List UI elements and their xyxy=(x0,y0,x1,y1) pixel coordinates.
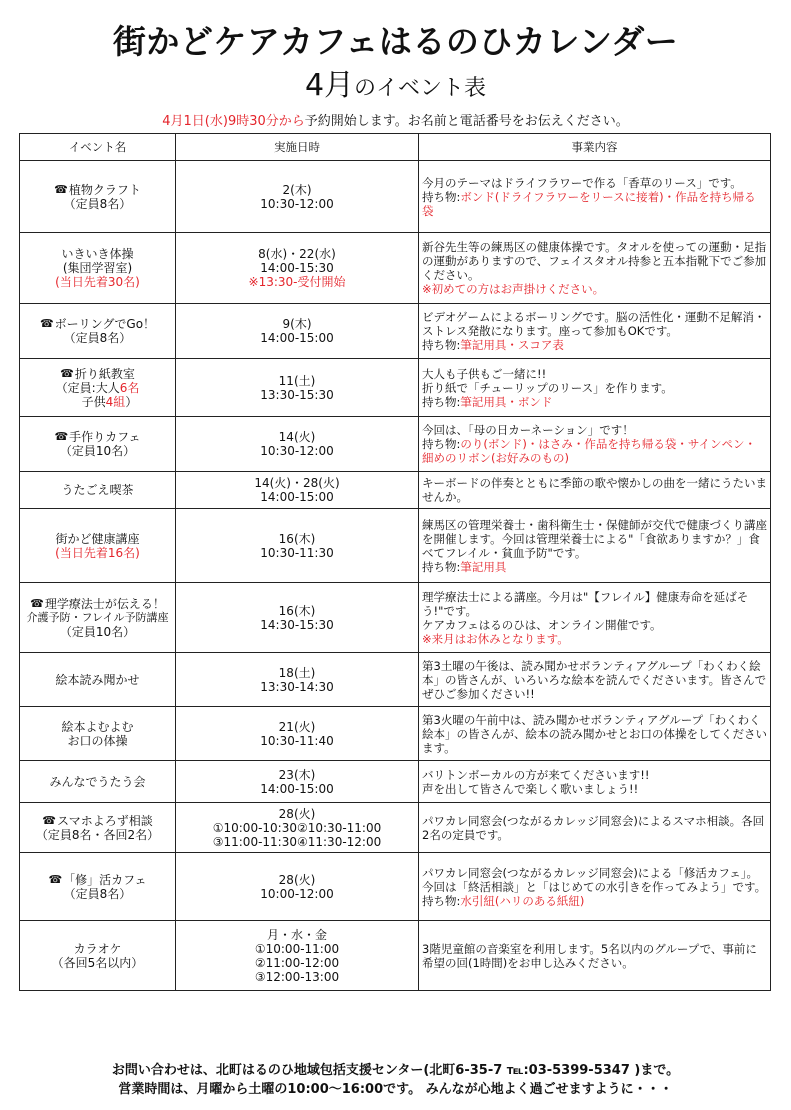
text-run: 16(木) xyxy=(278,603,316,618)
event-date-cell xyxy=(176,509,419,583)
text-run: カラオケ xyxy=(73,941,122,956)
text-run: 練馬区の管理栄養士・歯科衛生士・保健師が交代で健康づくり講座を開催します。今回は管理栄養士による"「食欲ありますか？」食べてフレイル・貧血予防"です。 xyxy=(422,517,767,560)
text-run: 14:00-15:00 xyxy=(260,781,334,796)
event-row xyxy=(20,509,771,583)
event-date-cell xyxy=(176,653,419,707)
event-name-cell xyxy=(20,921,176,991)
cell-line xyxy=(178,928,416,942)
event-name-cell xyxy=(20,803,176,853)
text-run: 28(火) xyxy=(278,872,316,887)
cell-line xyxy=(178,873,416,887)
event-date-cell xyxy=(176,803,419,853)
text-run: うたごえ喫茶 xyxy=(61,483,134,497)
event-name-cell xyxy=(20,707,176,761)
cell-line xyxy=(22,942,173,956)
cell-line xyxy=(178,835,416,849)
text-run: 10:00-12:00 xyxy=(260,886,334,901)
text-run: 月・水・金 xyxy=(266,927,327,942)
description-text xyxy=(422,768,767,796)
cell-line xyxy=(22,625,173,639)
event-row xyxy=(20,803,771,853)
text-run: （定員8名） xyxy=(63,331,132,345)
text-run: ボーリングでGo！ xyxy=(54,317,156,331)
highlight-text: 筆記用具・ボンド xyxy=(460,394,553,409)
event-date-cell xyxy=(176,417,419,472)
cell-line xyxy=(22,247,173,261)
text-run: (集団学習室) xyxy=(62,261,133,275)
event-row xyxy=(20,304,771,359)
text-run: 持ち物: xyxy=(422,437,461,451)
text-run: いきいき体操 xyxy=(61,247,134,261)
cell-line xyxy=(22,814,173,828)
event-name-cell xyxy=(20,472,176,509)
page-title: 街かどケアカフェはるのひカレンダー xyxy=(112,22,679,61)
description-text xyxy=(422,423,767,465)
cell-line xyxy=(22,317,173,331)
event-row xyxy=(20,472,771,509)
text-run: 10:30-11:40 xyxy=(260,733,334,748)
event-date-cell xyxy=(176,304,419,359)
cell-line xyxy=(178,546,416,560)
description-text xyxy=(422,659,767,701)
text-run: キーボードの伴奏とともに季節の歌や懐かしの曲を一緒にうたいませんか。 xyxy=(422,476,767,504)
event-name-cell xyxy=(20,653,176,707)
text-run: ②11:00-12:00 xyxy=(254,955,340,970)
text-run: 13:30-14:30 xyxy=(260,679,334,694)
highlight-text: 4組 xyxy=(105,394,126,409)
event-row xyxy=(20,653,771,707)
event-name-cell xyxy=(20,853,176,921)
cell-line xyxy=(22,183,173,197)
highlight-text: 筆記用具 xyxy=(460,559,507,574)
text-run: （定員8名） xyxy=(63,886,132,901)
text-run: 11(土) xyxy=(278,373,316,388)
event-date-cell xyxy=(176,359,419,417)
footer-contact: お問い合わせは、北町はるのひ地域包括支援センター(北町6-35-7 ℡:03-5399-5347 )まで。 xyxy=(111,1063,680,1078)
event-row xyxy=(20,161,771,233)
cell-line xyxy=(178,532,416,546)
highlight-text: 筆記用具・スコア表 xyxy=(460,338,564,352)
event-row xyxy=(20,761,771,803)
cell-line xyxy=(22,197,173,211)
cell-line xyxy=(22,395,173,409)
description-text xyxy=(422,814,767,842)
description-text xyxy=(422,518,767,574)
event-description-cell xyxy=(419,653,771,707)
text-run: 18(土) xyxy=(278,665,316,680)
text-run: 今回は、「母の日カーネーション」です！ xyxy=(422,423,634,437)
text-run: 持ち物: xyxy=(422,338,461,352)
text-run: 理学療法士が伝える！ xyxy=(44,596,165,611)
cell-line xyxy=(178,680,416,694)
cell-line xyxy=(22,887,173,901)
text-run: （定員8名） xyxy=(63,196,132,211)
header-date-time: 実施日時 xyxy=(176,134,419,161)
event-description-cell xyxy=(419,359,771,417)
cell-line xyxy=(178,374,416,388)
cell-line xyxy=(178,970,416,984)
highlight-text: (当日先着16名) xyxy=(55,545,140,560)
event-row xyxy=(20,233,771,304)
cell-line xyxy=(178,768,416,782)
event-description-cell xyxy=(419,304,771,359)
cell-line xyxy=(22,430,173,444)
cell-line xyxy=(178,388,416,402)
cell-line xyxy=(22,597,173,611)
event-name-cell xyxy=(20,509,176,583)
text-run: 子供 xyxy=(57,394,106,409)
reservation-notice xyxy=(0,112,791,132)
event-description-cell xyxy=(419,233,771,304)
description-text xyxy=(422,713,767,755)
phone-icon: ☎ xyxy=(39,317,54,330)
highlight-text: 4月1日(水)9時30分から xyxy=(162,114,305,129)
highlight-text: 水引紐(ハリのある紙紐) xyxy=(460,893,585,908)
text-run: パワカレ同窓会(つながるカレッジ同窓会)によるスマホ相談。各回2名の定員です。 xyxy=(422,813,765,842)
cell-line xyxy=(178,887,416,901)
description-text xyxy=(422,367,767,409)
text-run: 大人も子供もご一緒に!! xyxy=(422,366,547,381)
cell-line xyxy=(178,444,416,458)
text-run: 21(火) xyxy=(278,719,316,734)
text-run: 10:30-11:30 xyxy=(260,545,334,560)
event-row xyxy=(20,707,771,761)
description-text xyxy=(422,942,767,970)
phone-icon: ☎ xyxy=(60,366,74,380)
text-run: 声を出して皆さんで楽しく歌いましょう!! xyxy=(422,781,639,796)
event-name-cell xyxy=(20,359,176,417)
event-date-cell xyxy=(176,707,419,761)
text-run: スマホよろず相談 xyxy=(56,813,153,828)
cell-line xyxy=(22,611,173,625)
description-text xyxy=(422,240,767,296)
text-run: 14:30-15:30 xyxy=(260,617,334,632)
text-run: ） xyxy=(125,394,138,409)
event-name-cell xyxy=(20,417,176,472)
text-run: 今月のテーマはドライフラワーで作る「香草のリース」です。 xyxy=(422,175,742,190)
cell-line xyxy=(178,331,416,345)
text-run: 手作りカフェ xyxy=(69,430,141,444)
event-name-cell xyxy=(20,583,176,653)
phone-icon: ☎ xyxy=(54,430,69,443)
phone-icon: ☎ xyxy=(54,182,68,196)
highlight-text: ※初めての方はお声掛けください。 xyxy=(422,282,605,296)
highlight-text: (当日先着30名) xyxy=(55,275,140,289)
event-description-cell xyxy=(419,509,771,583)
event-date-cell xyxy=(176,472,419,509)
text-run: 絵本読み聞かせ xyxy=(55,672,140,687)
text-run: みんなでうたう会 xyxy=(49,774,146,789)
cell-line xyxy=(22,367,173,381)
text-run: 持ち物: xyxy=(422,559,461,574)
text-run: 第3土曜の午後は、読み聞かせボランティアグループ「わくわく絵本」の皆さんが、いろいろな絵本を読んでくださいます。皆さんでぜひご参加ください!! xyxy=(422,658,767,701)
description-text xyxy=(422,176,767,218)
text-run: 理学療法士による講座。今月は"【フレイル】健康寿命を延ばそう!"です。 xyxy=(422,589,749,618)
text-run: 植物クラフト xyxy=(68,182,141,197)
text-run: ③11:00-11:30④11:30-12:00 xyxy=(212,834,382,849)
event-name-cell xyxy=(20,761,176,803)
cell-line xyxy=(22,444,173,458)
description-text xyxy=(422,590,767,646)
text-run: ケアカフェはるのひは、オンライン開催です。 xyxy=(422,617,662,632)
event-date-cell xyxy=(176,761,419,803)
event-row xyxy=(20,417,771,472)
text-run: 折り紙教室 xyxy=(74,366,135,381)
event-name-cell xyxy=(20,304,176,359)
cell-line xyxy=(178,476,416,490)
text-run: 第3火曜の午前中は、読み聞かせボランティアグループ「わくわく絵本」の皆さんが、絵本の読み聞かせとお口の体操をしてくださいます。 xyxy=(422,712,767,755)
text-run: （定員10名） xyxy=(59,444,136,458)
cell-line xyxy=(22,720,173,734)
text-run: （定員8名・各回2名） xyxy=(35,827,160,842)
text-run: （各回5名以内） xyxy=(51,955,144,970)
cell-line xyxy=(22,483,173,497)
text-run: 絵本よむよむ xyxy=(61,719,134,734)
cell-line xyxy=(178,666,416,680)
cell-line xyxy=(178,261,416,275)
highlight-text: ※13:30-受付開始 xyxy=(248,275,346,289)
cell-line xyxy=(178,275,416,289)
event-row xyxy=(20,359,771,417)
event-list xyxy=(20,161,771,991)
phone-icon: ☎ xyxy=(30,596,44,610)
text-run: パワカレ同窓会(つながるカレッジ同窓会)による「修活カフェ」。今回は「終活相談」と「はじめての水引きを作ってみよう」です。 xyxy=(422,865,767,894)
text-run: 8(水)・22(水) xyxy=(258,247,336,261)
cell-line xyxy=(22,261,173,275)
text-run: 14:00-15:30 xyxy=(260,261,334,275)
event-description-cell xyxy=(419,921,771,991)
cell-line xyxy=(178,604,416,618)
event-name-cell xyxy=(20,233,176,304)
cell-line xyxy=(22,956,173,970)
text-run: バリトンボーカルの方が来てくださいます!! xyxy=(422,767,650,782)
event-name-cell xyxy=(20,161,176,233)
text-run: 持ち物: xyxy=(422,394,461,409)
text-run: 「修」活カフェ xyxy=(63,872,147,887)
cell-line xyxy=(178,956,416,970)
text-run: （定員10名） xyxy=(59,624,136,639)
highlight-text: ボンド(ドライフラワーをリースに接着)・作品を持ち帰る袋 xyxy=(422,189,756,218)
cell-line xyxy=(22,532,173,546)
cell-line xyxy=(22,828,173,842)
cell-line xyxy=(178,430,416,444)
event-description-cell xyxy=(419,161,771,233)
event-description-cell xyxy=(419,803,771,853)
cell-line xyxy=(178,490,416,504)
cell-line xyxy=(22,331,173,345)
footer-hours: 営業時間は、月曜から土曜の10:00～16:00です。 みんなが心地よく過ごせますように・・・ xyxy=(118,1082,673,1097)
cell-line xyxy=(178,942,416,956)
event-description-cell xyxy=(419,707,771,761)
event-row xyxy=(20,853,771,921)
header-event-name: イベント名 xyxy=(20,134,176,161)
phone-icon: ☎ xyxy=(42,813,56,827)
event-row xyxy=(20,583,771,653)
text-run: 新谷先生等の練馬区の健康体操です。タオルを使っての運動・足指の運動がありますので、フェイスタオル持参と五本指靴下でご参加ください。 xyxy=(422,240,767,282)
cell-line xyxy=(178,734,416,748)
text-run: 14:00-15:00 xyxy=(260,490,334,504)
text-run: 14(火)・28(火) xyxy=(254,476,340,490)
text-run: 14:00-15:00 xyxy=(260,331,334,345)
cell-line xyxy=(178,821,416,835)
event-date-cell xyxy=(176,161,419,233)
description-text xyxy=(422,866,767,908)
text-run: 予約開始します。お名前と電話番号をお伝えください。 xyxy=(304,114,629,129)
text-run: 23(木) xyxy=(278,767,316,782)
text-run: 10:30-12:00 xyxy=(260,444,334,458)
text-run: 3階児童館の音楽室を利用します。5名以内のグループで、事前に希望の回(1時間)をお申し込みください。 xyxy=(422,941,757,970)
highlight-text: のり(ボンド)・はさみ・作品を持ち帰る袋・サインペン・細めのリボン(お好みのもの) xyxy=(422,437,757,465)
event-date-cell xyxy=(176,583,419,653)
cell-line xyxy=(22,381,173,395)
cell-line xyxy=(178,618,416,632)
text-run: 9(木) xyxy=(282,317,312,331)
table-header-row xyxy=(20,134,771,161)
event-description-cell xyxy=(419,853,771,921)
text-run: お口の体操 xyxy=(67,733,128,748)
cell-line xyxy=(178,720,416,734)
description-text xyxy=(422,476,767,504)
cell-line xyxy=(22,873,173,887)
phone-icon: ☎ xyxy=(48,872,63,886)
event-date-cell xyxy=(176,853,419,921)
cell-line xyxy=(22,734,173,748)
text-run: 2(木) xyxy=(282,182,312,197)
cell-line xyxy=(22,775,173,789)
event-description-cell xyxy=(419,472,771,509)
cell-line xyxy=(22,673,173,687)
text-run: ①10:00-11:00 xyxy=(254,941,340,956)
cell-line xyxy=(178,183,416,197)
text-run: 10:30-12:00 xyxy=(260,196,334,211)
text-run: 介護予防・フレイル予防講座 xyxy=(26,610,169,624)
cell-line xyxy=(178,247,416,261)
text-run: 持ち物: xyxy=(422,189,461,204)
cell-line xyxy=(22,546,173,560)
page-subtitle xyxy=(0,68,791,108)
text-run: 14(火) xyxy=(278,430,316,444)
event-table xyxy=(19,133,771,991)
header-description: 事業内容 xyxy=(419,134,771,161)
highlight-text: 6名 xyxy=(119,380,140,395)
text-run: ③12:00-13:00 xyxy=(254,969,340,984)
cell-line xyxy=(178,317,416,331)
cell-line xyxy=(22,275,173,289)
cell-line xyxy=(178,807,416,821)
subtitle-month: 4月 xyxy=(304,68,355,103)
event-description-cell xyxy=(419,761,771,803)
event-date-cell xyxy=(176,233,419,304)
cell-line xyxy=(178,782,416,796)
text-run: ビデオゲームによるボーリングです。脳の活性化・運動不足解消・ストレス発散になります。座って参加もOKです。 xyxy=(422,310,766,338)
description-text xyxy=(422,310,767,352)
text-run: 街かど健康講座 xyxy=(55,531,140,546)
text-run: （定員:大人 xyxy=(55,380,120,395)
text-run: 13:30-15:30 xyxy=(260,387,334,402)
subtitle-rest: のイベント表 xyxy=(354,76,487,101)
text-run: 折り紙で「チューリップのリース」を作ります。 xyxy=(422,380,673,395)
text-run: 16(木) xyxy=(278,531,316,546)
cell-line xyxy=(178,197,416,211)
event-description-cell xyxy=(419,417,771,472)
highlight-text: ※来月はお休みとなります。 xyxy=(422,631,569,646)
text-run: 28(火) xyxy=(278,806,316,821)
event-row xyxy=(20,921,771,991)
text-run: ①10:00-10:30②10:30-11:00 xyxy=(212,820,382,835)
event-description-cell xyxy=(419,583,771,653)
text-run: 持ち物: xyxy=(422,893,461,908)
event-date-cell xyxy=(176,921,419,991)
